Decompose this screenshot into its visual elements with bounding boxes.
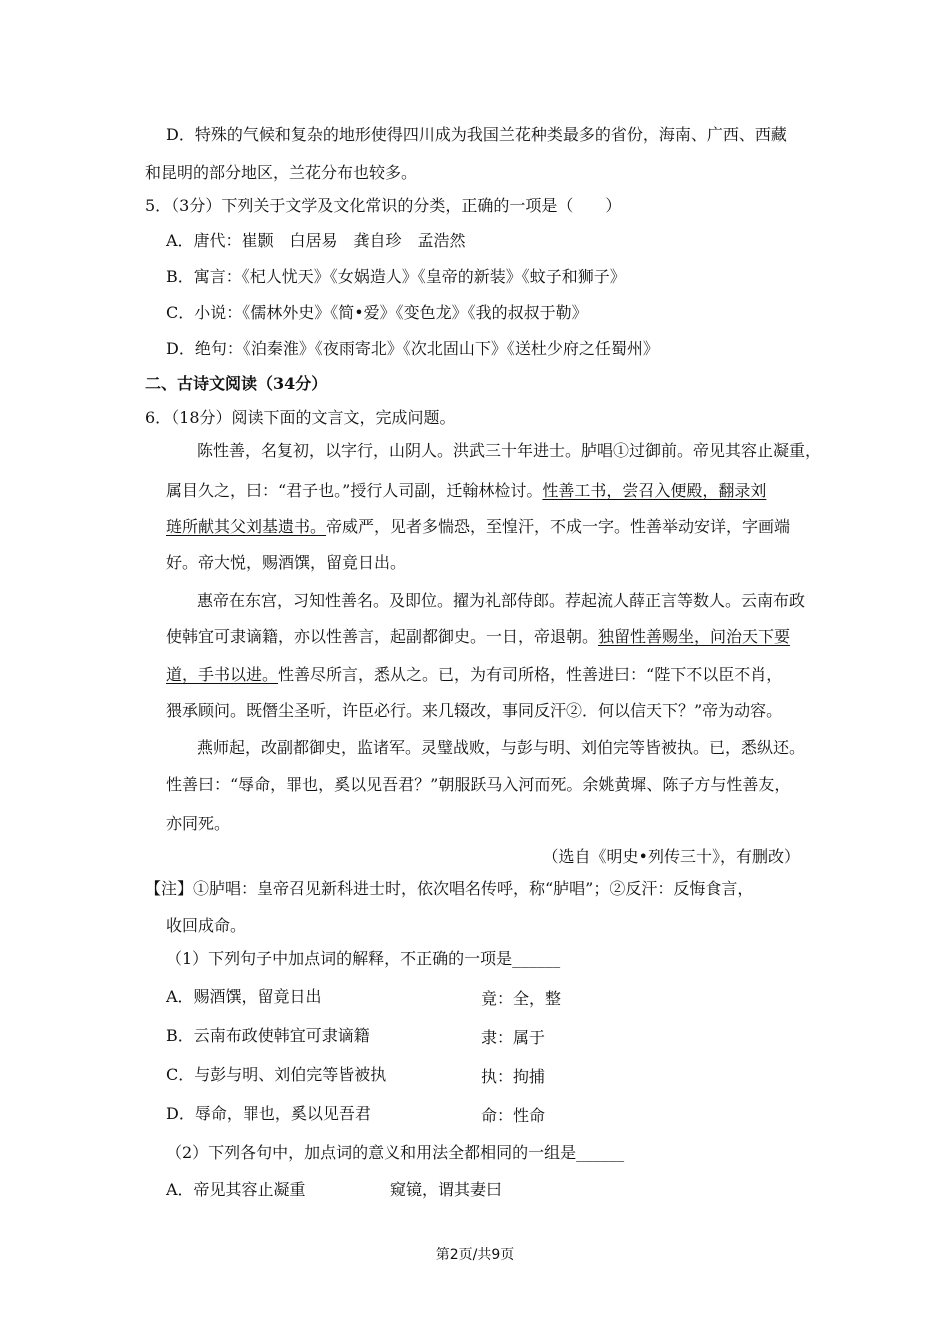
underlined-sentence: 琏所献其父刘基遗书。 xyxy=(166,517,327,536)
sub2-stem: （2）下列各句中，加点词的意义和用法全都相同的一组是______ xyxy=(166,1143,625,1162)
q5-option-a: A．唐代：崔颢 白居易 龚自珍 孟浩然 xyxy=(166,231,466,250)
sub1-option-d-sentence: D．辱命，罪也，奚以见吾君 xyxy=(166,1104,371,1123)
passage-p2-line1: 惠帝在东宫，习知性善名。及即位。擢为礼部侍郎。荐起流人薛正言等数人。云南布政 xyxy=(197,591,806,610)
passage-p2-line3 xyxy=(166,664,782,686)
passage-text: 帝威严，见者多惴恐，至惶汗，不成一字。性善举动安详，字画端 xyxy=(326,517,791,536)
sub2-option-a-right: 窥镜，谓其妻曰 xyxy=(390,1180,503,1199)
passage-text: 属目久之，曰：“君子也。”授行人司副，迁翰林检讨。 xyxy=(166,481,543,500)
q5-option-d: D．绝句：《泊秦淮》《夜雨寄北》《次北固山下》《送杜少府之任蜀州》 xyxy=(166,339,659,358)
passage-p2-line4: 猥承顾问。既僭尘圣听，许臣必行。来几辍改，事同反汗②．何以信天下？”帝为动容。 xyxy=(166,701,783,720)
q6-stem: 6．（18分）阅读下面的文言文，完成问题。 xyxy=(145,408,456,427)
section-title: 二、古诗文阅读（34分） xyxy=(145,374,328,393)
q5-stem: 5．（3分）下列关于文学及文化常识的分类，正确的一项是（ ） xyxy=(145,196,622,215)
sub1-option-c-meaning: 执：拘捕 xyxy=(481,1067,546,1086)
q4-option-d-line1: D．特殊的气候和复杂的地形使得四川成为我国兰花种类最多的省份，海南、广西、西藏 xyxy=(166,125,787,144)
q5-option-b: B．寓言：《杞人忧天》《女娲造人》《皇帝的新装》《蚊子和狮子》 xyxy=(166,267,626,286)
passage-source: （选自《明史•列传三十》，有删改） xyxy=(542,847,800,866)
note-line2: 收回成命。 xyxy=(166,916,247,935)
sub1-option-a-sentence: A．赐酒馔，留竟日出 xyxy=(166,987,322,1006)
q4-option-d-line2: 和昆明的部分地区，兰花分布也较多。 xyxy=(145,163,418,182)
passage-p1-line3 xyxy=(166,516,790,538)
sub1-option-b-sentence: B．云南布政使韩宜可隶谪籍 xyxy=(166,1026,370,1045)
sub1-option-d-meaning: 命：性命 xyxy=(481,1106,546,1125)
passage-text: 使韩宜可隶谪籍，亦以性善言，起副都御史。一日，帝退朝。 xyxy=(166,627,599,646)
passage-p3-line1: 燕师起，改副都御史，监诸军。灵璧战败，与彭与明、刘伯完等皆被执。已，悉纵还。 xyxy=(197,738,806,757)
q5-option-c: C．小说：《儒林外史》《简•爱》《变色龙》《我的叔叔于勒》 xyxy=(166,303,588,322)
passage-p3-line3: 亦同死。 xyxy=(166,814,231,833)
passage-p1-line4: 好。帝大悦，赐酒馔，留竟日出。 xyxy=(166,553,407,572)
passage-p2-line2 xyxy=(166,626,790,648)
sub1-option-b-meaning: 隶：属于 xyxy=(481,1028,546,1047)
sub1-option-c-sentence: C．与彭与明、刘伯完等皆被执 xyxy=(166,1065,387,1084)
underlined-sentence: 独留性善赐坐，问治天下要 xyxy=(598,627,791,646)
note-line1: 【注】①胪唱：皇帝召见新科进士时，依次唱名传呼，称“胪唱”；②反汗：反悔食言， xyxy=(145,879,754,898)
underlined-sentence: 道，手书以进。 xyxy=(166,665,279,684)
passage-p3-line2: 性善曰：“辱命，罪也，奚以见吾君？”朝服跃马入河而死。余姚黄墀、陈子方与性善友， xyxy=(166,775,791,794)
passage-text: 性善尽所言，悉从之。已，为有司所格，性善进曰：“陛下不以臣不肖， xyxy=(278,665,783,684)
sub1-stem: （1）下列句子中加点词的解释，不正确的一项是______ xyxy=(166,949,561,968)
sub2-option-a-left: A．帝见其容止凝重 xyxy=(166,1180,306,1199)
passage-p1-line2 xyxy=(166,480,766,502)
passage-p1-line1: 陈性善，名复初，以字行，山阴人。洪武三十年进士。胪唱①过御前。帝见其容止凝重， xyxy=(197,441,822,460)
page-footer: 第2页/共9页 xyxy=(435,1247,515,1263)
underlined-sentence: 性善工书，尝召入便殿，翻录刘 xyxy=(542,481,767,500)
sub1-option-a-meaning: 竟：全，整 xyxy=(481,989,562,1008)
